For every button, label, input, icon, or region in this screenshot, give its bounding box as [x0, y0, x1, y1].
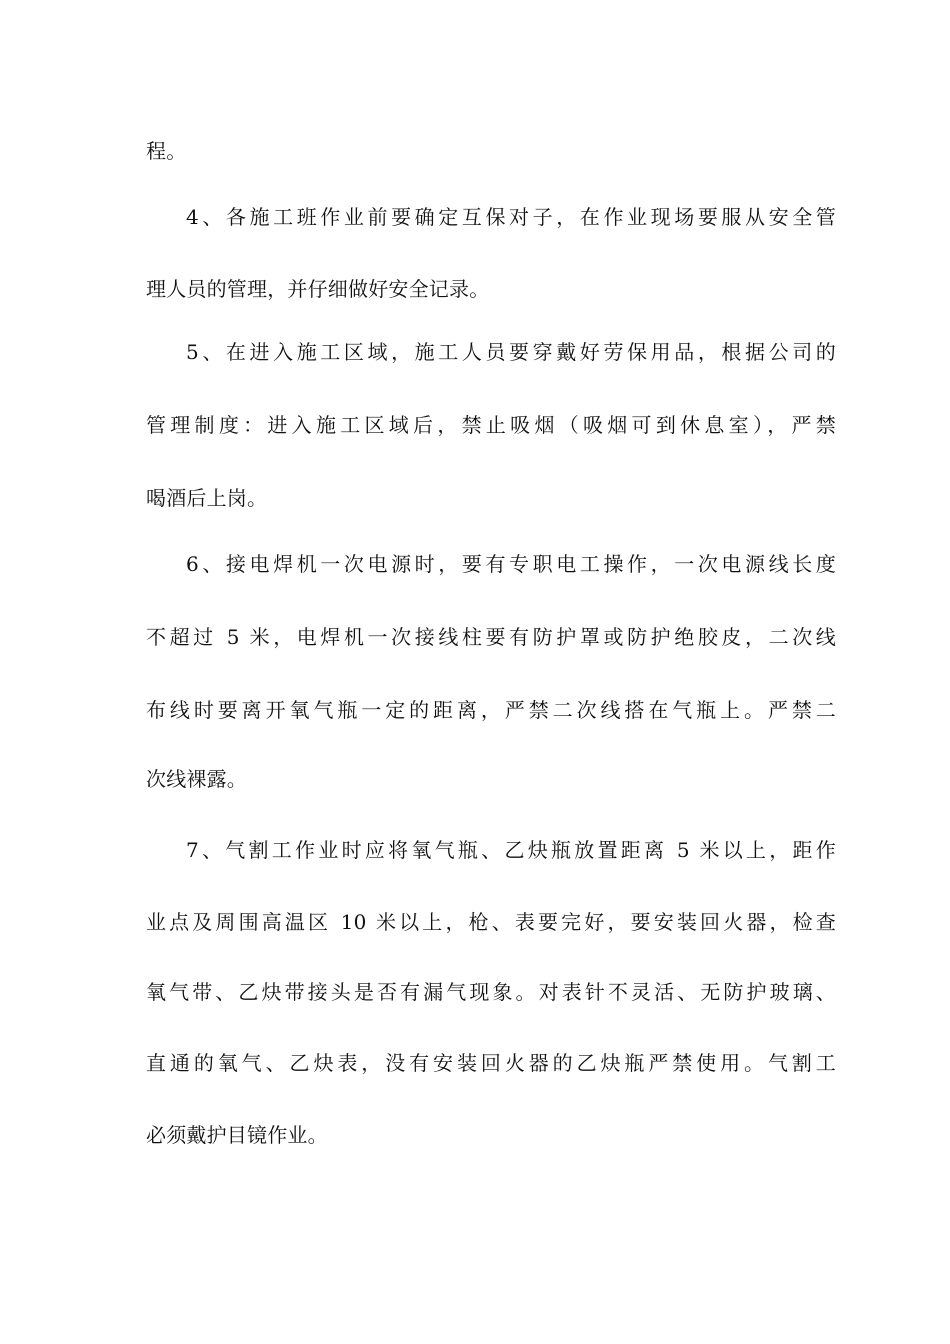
paragraph-4-line-1: 4、各施工班作业前要确定互保对子，在作业现场要服从安全管 [186, 205, 836, 229]
paragraph-5-line-1: 5、在进入施工区域，施工人员要穿戴好劳保用品，根据公司的 [186, 340, 836, 364]
paragraph-3-line-end: 程。 [146, 139, 187, 163]
paragraph-7-line-5: 必须戴护目镜作业。 [146, 1123, 328, 1147]
paragraph-6-line-2: 不超过 5 米，电焊机一次接线柱要有防护罩或防护绝胶皮，二次线 [146, 625, 836, 649]
paragraph-5-line-3: 喝酒后上岗。 [146, 486, 268, 510]
paragraph-6-line-1: 6、接电焊机一次电源时，要有专职电工操作，一次电源线长度 [186, 552, 836, 576]
paragraph-5-line-2: 管理制度：进入施工区域后，禁止吸烟（吸烟可到休息室），严禁 [146, 413, 836, 437]
paragraph-6-line-4: 次线裸露。 [146, 767, 247, 791]
paragraph-7-line-1: 7、气割工作业时应将氧气瓶、乙炔瓶放置距离 5 米以上，距作 [186, 838, 836, 862]
paragraph-4-line-2: 理人员的管理，并仔细做好安全记录。 [146, 277, 490, 301]
paragraph-7-line-2: 业点及周围高温区 10 米以上，枪、表要完好，要安装回火器，检查 [146, 910, 836, 934]
paragraph-7-line-3: 氧气带、乙炔带接头是否有漏气现象。对表针不灵活、无防护玻璃、 [146, 980, 836, 1004]
paragraph-7-line-4: 直通的氧气、乙炔表，没有安装回火器的乙炔瓶严禁使用。气割工 [146, 1051, 836, 1075]
paragraph-6-line-3: 布线时要离开氧气瓶一定的距离，严禁二次线搭在气瓶上。严禁二 [146, 698, 836, 722]
